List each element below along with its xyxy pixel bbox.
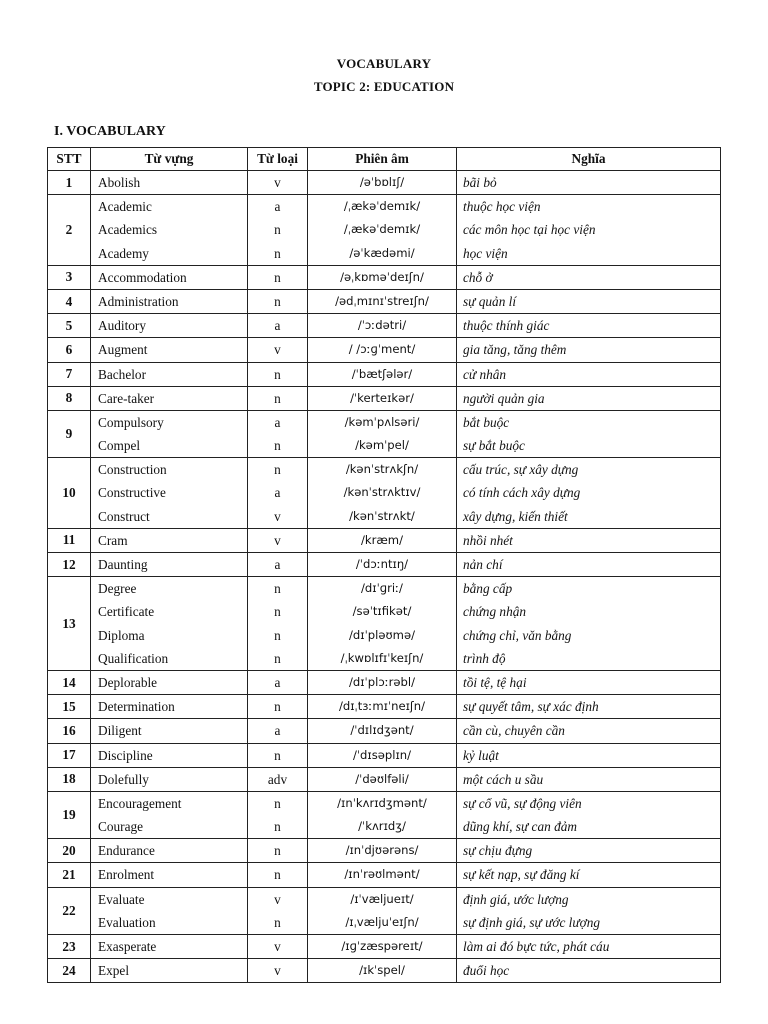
meaning: thuộc thính giác <box>463 318 550 334</box>
meaning: dũng khí, sự can đảm <box>463 819 577 835</box>
vocab-word-cell <box>91 314 248 338</box>
part-of-speech: v <box>274 939 281 954</box>
row-number: 4 <box>48 289 91 313</box>
part-of-speech: n <box>274 245 281 261</box>
meaning: sự quyết tâm, sự xác định <box>463 699 599 715</box>
part-of-speech: n <box>274 269 281 285</box>
meaning-cell <box>457 528 721 552</box>
pronunciation: /ˈdəʊlfəli/ <box>355 771 409 786</box>
pronunciation-cell <box>308 362 457 386</box>
part-of-speech: a <box>274 723 281 739</box>
table-row <box>48 171 721 195</box>
part-of-speech: n <box>274 914 281 930</box>
part-of-speech: n <box>274 747 281 763</box>
pronunciation: /əˌkɒməˈdeɪʃn/ <box>340 269 424 284</box>
row-number: 19 <box>48 791 91 838</box>
pronunciation: /kənˈstrʌkt/ <box>349 508 415 523</box>
pronunciation: /kənˈstrʌkʃn/ <box>345 462 419 477</box>
meaning-cell <box>457 195 721 266</box>
vocab-word-cell <box>91 171 248 195</box>
part-of-speech: a <box>274 318 281 334</box>
pronunciation: /əˈbɒlɪʃ/ <box>359 175 405 189</box>
meaning: bằng cấp <box>463 581 513 597</box>
meaning: chứng nhận <box>463 604 527 620</box>
pronunciation-cell <box>308 670 457 694</box>
pronunciation-cell <box>308 314 457 338</box>
part-of-speech-cell <box>248 265 308 289</box>
vocab-word-cell <box>91 695 248 719</box>
part-of-speech: a <box>274 414 281 430</box>
part-of-speech-cell <box>248 528 308 552</box>
meaning: sự kết nạp, sự đăng kí <box>463 867 580 883</box>
vocab-word-cell <box>91 362 248 386</box>
vocab-word: Administration <box>98 293 179 309</box>
row-number: 17 <box>48 743 91 767</box>
part-of-speech: n <box>274 293 281 309</box>
meaning: cử nhân <box>463 366 507 382</box>
meaning: xây dựng, kiến thiết <box>463 508 568 524</box>
meaning-cell <box>457 935 721 959</box>
part-of-speech: n <box>274 438 281 454</box>
vocab-word-cell <box>91 959 248 983</box>
part-of-speech-cell <box>248 171 308 195</box>
vocab-word: Accommodation <box>98 269 187 285</box>
pronunciation: /ɪˈvæljueɪt/ <box>350 891 414 906</box>
table-row <box>48 553 721 577</box>
meaning-cell <box>457 863 721 887</box>
vocab-word-cell <box>91 289 248 313</box>
part-of-speech-cell <box>248 362 308 386</box>
part-of-speech: n <box>274 581 281 597</box>
part-of-speech: n <box>274 650 281 666</box>
pronunciation: /ˈdɪsəplɪn/ <box>352 747 412 762</box>
meaning-cell <box>457 767 721 791</box>
meaning-cell <box>457 314 721 338</box>
pronunciation: /ˌækəˈdemɪk/ <box>343 199 421 214</box>
row-number: 14 <box>48 670 91 694</box>
vocab-word-cell <box>91 338 248 362</box>
meaning: bắt buộc <box>463 414 510 430</box>
meaning-cell <box>457 458 721 529</box>
meaning-cell <box>457 577 721 671</box>
part-of-speech: v <box>274 532 281 548</box>
vocab-word-cell <box>91 553 248 577</box>
pronunciation-cell <box>308 289 457 313</box>
meaning-cell <box>457 887 721 934</box>
part-of-speech: n <box>274 627 281 643</box>
vocab-word: Auditory <box>98 318 147 334</box>
pronunciation: /ˈbætʃələr/ <box>351 366 413 381</box>
part-of-speech: n <box>274 819 281 835</box>
table-row <box>48 458 721 529</box>
meaning-cell <box>457 362 721 386</box>
table-row <box>48 791 721 838</box>
pronunciation-cell <box>308 959 457 983</box>
pronunciation: /ˈɔːdətri/ <box>357 318 407 333</box>
part-of-speech-cell <box>248 410 308 457</box>
part-of-speech: n <box>274 222 281 238</box>
meaning-cell <box>457 959 721 983</box>
part-of-speech: v <box>274 963 281 979</box>
part-of-speech: a <box>274 485 281 501</box>
table-row <box>48 289 721 313</box>
meaning-cell <box>457 289 721 313</box>
part-of-speech: n <box>274 462 281 478</box>
vocab-word-cell <box>91 935 248 959</box>
vocab-word: Academics <box>98 222 158 238</box>
pronunciation: /ˌækəˈdemɪk/ <box>343 222 421 237</box>
vocab-word-cell <box>91 719 248 743</box>
pronunciation-cell <box>308 767 457 791</box>
meaning: bãi bỏ <box>463 175 497 190</box>
row-number: 13 <box>48 577 91 671</box>
part-of-speech: n <box>274 390 281 406</box>
vocab-word: Evaluate <box>98 891 145 907</box>
vocab-word: Compel <box>98 438 141 454</box>
meaning: sự cổ vũ, sự động viên <box>463 795 582 811</box>
pronunciation-cell <box>308 863 457 887</box>
pronunciation-cell <box>308 791 457 838</box>
meaning: sự bắt buộc <box>463 438 525 454</box>
meaning: đuổi học <box>463 963 510 979</box>
section-heading: I. VOCABULARY <box>54 124 166 139</box>
row-number: 3 <box>48 265 91 289</box>
pronunciation-cell <box>308 528 457 552</box>
part-of-speech-cell <box>248 314 308 338</box>
pronunciation: /kəmˈpel/ <box>355 438 409 453</box>
vocab-word: Certificate <box>98 604 155 620</box>
meaning-cell <box>457 410 721 457</box>
pronunciation-cell <box>308 458 457 529</box>
part-of-speech: adv <box>267 771 288 787</box>
row-number: 11 <box>48 528 91 552</box>
row-number: 2 <box>48 195 91 266</box>
vocab-word: Exasperate <box>98 939 157 954</box>
part-of-speech: n <box>274 699 281 715</box>
pronunciation: /ɪnˈrəʊlmənt/ <box>344 867 420 882</box>
pronunciation-cell <box>308 887 457 934</box>
part-of-speech: n <box>274 795 281 811</box>
vocab-word: Constructive <box>98 485 166 501</box>
header-stt: STT <box>48 148 91 171</box>
table-row <box>48 743 721 767</box>
part-of-speech-cell <box>248 887 308 934</box>
table-body <box>48 171 721 983</box>
meaning: chứng chỉ, văn bằng <box>463 627 572 643</box>
pronunciation: /ˈkerteɪkər/ <box>350 390 414 405</box>
header-part-of-speech: Từ loại <box>248 148 308 171</box>
vocab-word-cell <box>91 791 248 838</box>
pronunciation: /əˈkædəmi/ <box>349 245 415 260</box>
meaning: cấu trúc, sự xây dựng <box>463 462 579 478</box>
vocab-word-cell <box>91 670 248 694</box>
meaning-cell <box>457 695 721 719</box>
table-row <box>48 338 721 362</box>
meaning: sự chịu đựng <box>463 843 533 859</box>
part-of-speech-cell <box>248 959 308 983</box>
row-number: 24 <box>48 959 91 983</box>
part-of-speech: v <box>274 508 281 524</box>
pronunciation: /ɪnˈkʌrɪdʒmənt/ <box>337 795 427 810</box>
part-of-speech-cell <box>248 577 308 671</box>
part-of-speech-cell <box>248 767 308 791</box>
meaning-cell <box>457 265 721 289</box>
table-row <box>48 887 721 934</box>
vocab-word-cell <box>91 887 248 934</box>
meaning: chỗ ở <box>463 269 493 285</box>
part-of-speech: n <box>274 366 281 382</box>
table-row <box>48 670 721 694</box>
vocab-word: Construct <box>98 508 150 524</box>
table-row <box>48 314 721 338</box>
vocab-word: Expel <box>98 963 130 979</box>
part-of-speech-cell <box>248 553 308 577</box>
part-of-speech: a <box>274 674 281 690</box>
table-row <box>48 362 721 386</box>
pronunciation: /ˈdɔːntɪŋ/ <box>355 557 409 571</box>
row-number: 1 <box>48 171 91 195</box>
pronunciation: /ɪˌvæljuˈeɪʃn/ <box>345 914 419 929</box>
part-of-speech: a <box>274 199 281 215</box>
table-row <box>48 528 721 552</box>
vocab-word-cell <box>91 839 248 863</box>
table-row <box>48 386 721 410</box>
pronunciation-cell <box>308 695 457 719</box>
vocab-word: Construction <box>98 462 167 478</box>
part-of-speech: n <box>274 867 281 883</box>
part-of-speech: v <box>274 175 281 190</box>
pronunciation: /kəmˈpʌlsəri/ <box>344 414 420 429</box>
row-number: 10 <box>48 458 91 529</box>
pronunciation: /ədˌmɪnɪˈstreɪʃn/ <box>335 293 429 308</box>
part-of-speech-cell <box>248 743 308 767</box>
part-of-speech: v <box>274 342 281 358</box>
pronunciation: /səˈtɪfikət/ <box>352 604 412 619</box>
vocab-word: Qualification <box>98 650 169 666</box>
row-number: 9 <box>48 410 91 457</box>
meaning: một cách u sầu <box>463 771 544 787</box>
vocab-word: Determination <box>98 699 175 715</box>
vocab-word: Degree <box>98 581 137 597</box>
vocabulary-table <box>47 147 721 983</box>
table-row <box>48 767 721 791</box>
pronunciation-cell <box>308 171 457 195</box>
table-row <box>48 935 721 959</box>
pronunciation: /ɪnˈdjʊərəns/ <box>345 843 419 858</box>
part-of-speech-cell <box>248 791 308 838</box>
vocab-word-cell <box>91 195 248 266</box>
pronunciation-cell <box>308 410 457 457</box>
pronunciation: /ɪkˈspel/ <box>359 963 405 978</box>
pronunciation-cell <box>308 553 457 577</box>
vocab-word: Diligent <box>98 723 142 739</box>
meaning: sự định giá, sự ước lượng <box>463 914 601 930</box>
part-of-speech: n <box>274 843 281 859</box>
vocab-word: Evaluation <box>98 914 156 930</box>
meaning-cell <box>457 670 721 694</box>
vocab-word: Encouragement <box>98 795 182 811</box>
table-row <box>48 839 721 863</box>
row-number: 20 <box>48 839 91 863</box>
vocab-word: Daunting <box>98 557 148 572</box>
part-of-speech-cell <box>248 289 308 313</box>
meaning: các môn học tại học viện <box>463 222 596 238</box>
part-of-speech-cell <box>248 719 308 743</box>
vocab-word: Abolish <box>98 175 141 190</box>
meaning: nản chí <box>463 557 503 572</box>
vocab-word-cell <box>91 767 248 791</box>
part-of-speech-cell <box>248 458 308 529</box>
pronunciation-cell <box>308 577 457 671</box>
meaning: có tính cách xây dựng <box>463 485 581 501</box>
vocab-word: Care-taker <box>98 390 155 406</box>
vocab-word-cell <box>91 528 248 552</box>
row-number: 16 <box>48 719 91 743</box>
meaning: kỷ luật <box>463 747 499 763</box>
table-row <box>48 265 721 289</box>
row-number: 18 <box>48 767 91 791</box>
meaning-cell <box>457 553 721 577</box>
vocab-word: Enrolment <box>98 867 155 883</box>
pronunciation: /dɪˈplɔːrəbl/ <box>348 674 415 689</box>
row-number: 8 <box>48 386 91 410</box>
row-number: 21 <box>48 863 91 887</box>
vocab-word: Academy <box>98 245 149 261</box>
part-of-speech-cell <box>248 695 308 719</box>
vocab-word: Diploma <box>98 627 145 643</box>
vocab-word-cell <box>91 410 248 457</box>
meaning: tồi tệ, tệ hại <box>463 674 527 690</box>
document-topic: TOPIC 2: EDUCATION <box>313 79 455 94</box>
meaning: cần cù, chuyên cần <box>463 723 565 739</box>
part-of-speech: n <box>274 604 281 620</box>
vocab-word-cell <box>91 743 248 767</box>
pronunciation: / /ɔːɡˈment/ <box>348 342 416 357</box>
part-of-speech-cell <box>248 839 308 863</box>
part-of-speech-cell <box>248 195 308 266</box>
table-header-row <box>48 148 721 171</box>
meaning-cell <box>457 338 721 362</box>
pronunciation: /dɪˈɡriː/ <box>361 581 403 596</box>
pronunciation-cell <box>308 338 457 362</box>
meaning: học viện <box>463 245 508 261</box>
pronunciation-cell <box>308 719 457 743</box>
part-of-speech-cell <box>248 386 308 410</box>
pronunciation: /ɪɡˈzæspəreɪt/ <box>341 939 423 953</box>
vocab-word-cell <box>91 863 248 887</box>
vocab-word: Compulsory <box>98 414 164 430</box>
meaning: làm ai đó bực tức, phát cáu <box>463 939 610 954</box>
header-pronunciation: Phiên âm <box>308 148 457 171</box>
row-number: 23 <box>48 935 91 959</box>
vocab-word: Discipline <box>98 747 153 763</box>
vocab-word: Deplorable <box>98 674 158 690</box>
row-number: 6 <box>48 338 91 362</box>
vocab-word-cell <box>91 458 248 529</box>
pronunciation-cell <box>308 386 457 410</box>
pronunciation: /ˈdɪlɪdʒənt/ <box>350 723 414 738</box>
part-of-speech-cell <box>248 935 308 959</box>
meaning-cell <box>457 839 721 863</box>
table-row <box>48 959 721 983</box>
row-number: 5 <box>48 314 91 338</box>
part-of-speech-cell <box>248 338 308 362</box>
meaning-cell <box>457 171 721 195</box>
vocab-word: Bachelor <box>98 366 146 382</box>
header-meaning: Nghĩa <box>457 148 721 171</box>
vocab-word-cell <box>91 265 248 289</box>
pronunciation-cell <box>308 265 457 289</box>
pronunciation: /ˈkʌrɪdʒ/ <box>358 819 406 834</box>
meaning: gia tăng, tăng thêm <box>463 342 567 358</box>
pronunciation-cell <box>308 839 457 863</box>
meaning: nhồi nhét <box>463 532 513 548</box>
pronunciation: /ˌkwɒlɪfɪˈkeɪʃn/ <box>340 650 424 665</box>
meaning-cell <box>457 719 721 743</box>
vocab-word: Endurance <box>98 843 155 859</box>
part-of-speech: v <box>274 891 281 907</box>
meaning: sự quản lí <box>463 293 517 309</box>
meaning: trình độ <box>463 650 506 666</box>
table-row <box>48 863 721 887</box>
header-word: Từ vựng <box>91 148 248 171</box>
part-of-speech-cell <box>248 670 308 694</box>
vocab-word: Augment <box>98 342 148 358</box>
document-title: VOCABULARY <box>336 56 432 71</box>
vocab-word: Academic <box>98 199 152 215</box>
meaning-cell <box>457 743 721 767</box>
pronunciation-cell <box>308 195 457 266</box>
vocab-word-cell <box>91 577 248 671</box>
meaning: thuộc học viện <box>463 199 541 215</box>
meaning-cell <box>457 386 721 410</box>
pronunciation: /kənˈstrʌktɪv/ <box>343 485 421 500</box>
table-row <box>48 695 721 719</box>
pronunciation-cell <box>308 743 457 767</box>
row-number: 12 <box>48 553 91 577</box>
pronunciation: /dɪˌtɜːmɪˈneɪʃn/ <box>338 699 426 714</box>
vocab-word-cell <box>91 386 248 410</box>
pronunciation-cell <box>308 935 457 959</box>
vocab-word: Cram <box>98 532 128 548</box>
table-row <box>48 719 721 743</box>
part-of-speech: a <box>274 557 281 572</box>
row-number: 7 <box>48 362 91 386</box>
row-number: 15 <box>48 695 91 719</box>
meaning: người quản gia <box>463 390 545 406</box>
part-of-speech-cell <box>248 863 308 887</box>
vocab-word: Dolefully <box>98 771 149 787</box>
pronunciation: /kræm/ <box>361 532 403 547</box>
meaning: định giá, ước lượng <box>463 891 569 907</box>
table-row <box>48 195 721 266</box>
meaning-cell <box>457 791 721 838</box>
table-row <box>48 410 721 457</box>
row-number: 22 <box>48 887 91 934</box>
vocab-word: Courage <box>98 819 144 835</box>
table-row <box>48 577 721 671</box>
pronunciation: /dɪˈpləʊmə/ <box>349 627 415 642</box>
